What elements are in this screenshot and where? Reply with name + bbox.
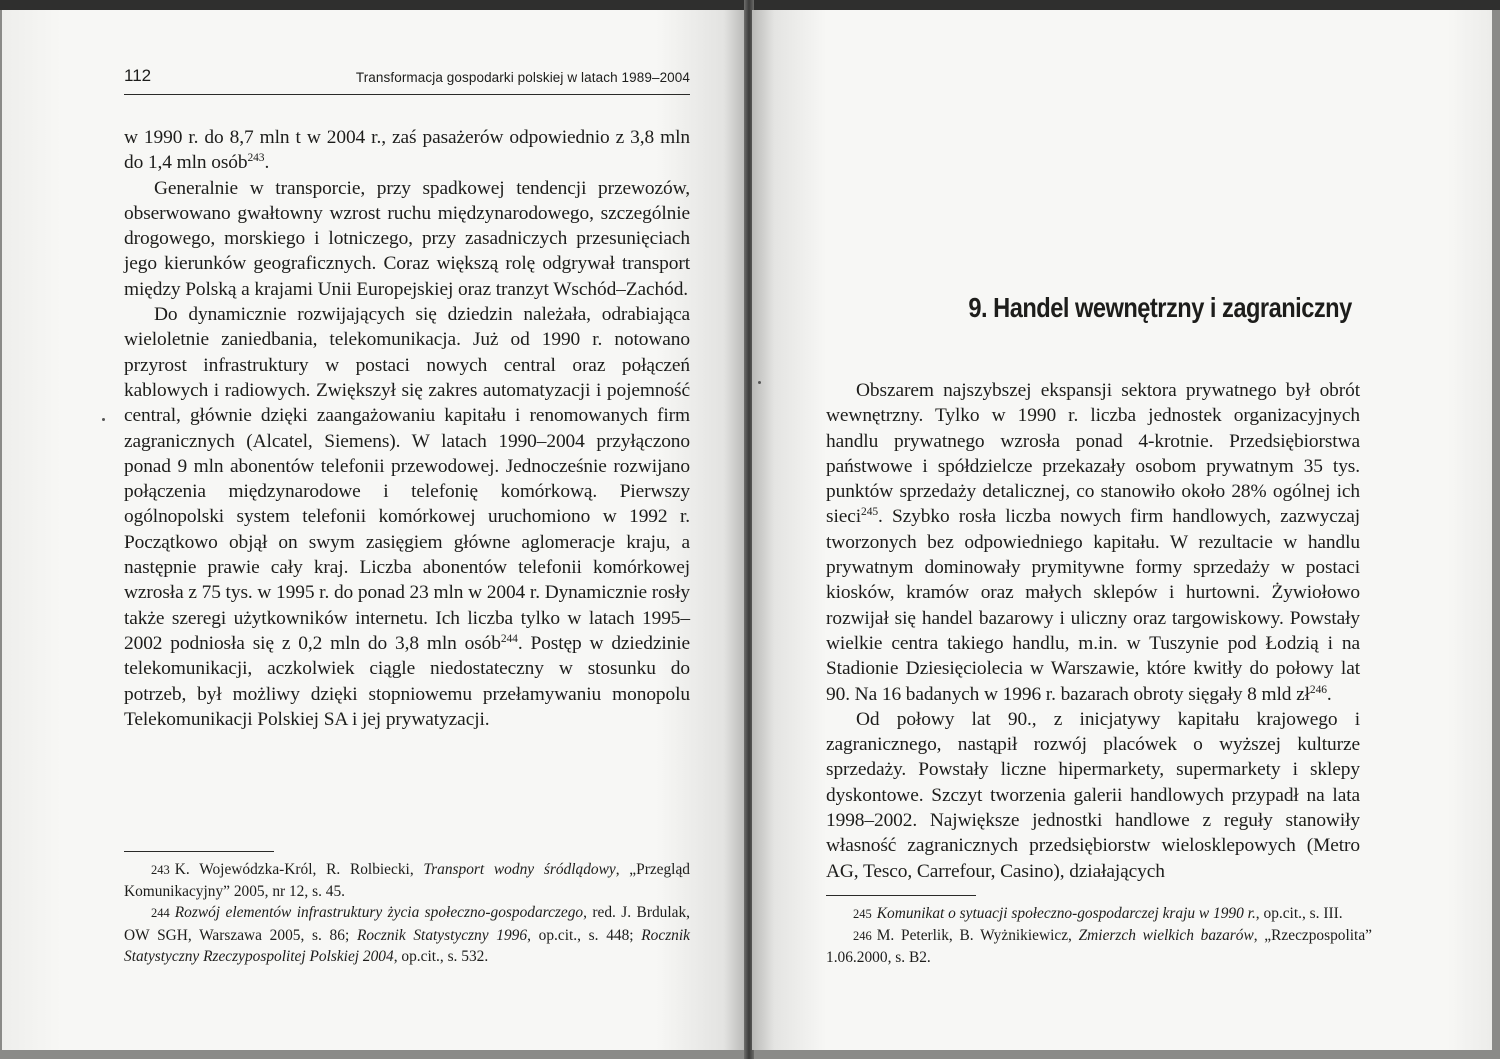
page-number: 112 bbox=[124, 66, 152, 85]
text-run: w 1990 r. do 8,7 mln t w 2004 r., zaś pasażerów odpowiednio z 3,8 mln do 1,4 mln osób bbox=[124, 127, 690, 174]
running-header bbox=[124, 64, 690, 95]
text-run: . bbox=[264, 152, 270, 174]
footnote bbox=[826, 903, 1372, 925]
paragraph bbox=[124, 302, 690, 732]
text-run: K. Wojewódzka-Król, R. Rolbiecki, bbox=[174, 861, 424, 878]
chapter-title: 9. Handel wewnętrzny i zagraniczny bbox=[968, 292, 1352, 323]
italic-title: Zmierzch wielkich bazarów bbox=[1078, 927, 1254, 945]
paragraph bbox=[826, 378, 1360, 707]
running-title: Transformacja gospodarki polskiej w latach 1989–2004 bbox=[355, 70, 690, 85]
text-run: , op.cit., s. 532. bbox=[393, 947, 489, 965]
footnote bbox=[826, 925, 1372, 968]
text-run: , op.cit., s. 448; bbox=[527, 926, 642, 944]
footnote bbox=[124, 859, 690, 902]
left-footnotes bbox=[124, 859, 690, 967]
text-run: . Postęp w dziedzinie telekomunikacji, aczkolwiek ciągle niedostateczny w stosunku do potrzeb, był możliwy dzięki stopniowemu przełamywaniu monopolu Telekomunikacji Polskiej SA i jej prywatyzacji. bbox=[124, 632, 691, 730]
paragraph bbox=[826, 707, 1360, 884]
footnote-reference: 246 bbox=[1309, 683, 1327, 696]
italic-title: Rocznik Statystyczny Rzeczypospolitej Polskiej 2004 bbox=[124, 926, 690, 965]
footnote-rule-right bbox=[826, 895, 976, 896]
text-run: Od połowy lat 90., z inicjatywy kapitału krajowego i zagranicznego, nastąpił rozwój placówek o wyższej kulturze sprzedaży. Powstały liczne hipermarkety, supermarkety i sklepy dyskontowe. Szczyt tworzenia galerii handlowych przypadł na lata 1998–2002. Największe jednostki handlowe z reguły stanowiły własność zagranicznych przedsiębiorstw wielosklepowych (Metro AG, Tesco, Carrefour, Casino), działających bbox=[826, 708, 1360, 882]
right-footnotes bbox=[826, 903, 1372, 969]
text-run: M. Peterlik, B. Wyżnikiewicz, bbox=[876, 927, 1079, 945]
footnote-reference: 245 bbox=[861, 506, 878, 519]
footnote bbox=[124, 902, 690, 967]
footnote-reference: 243 bbox=[247, 152, 265, 165]
footnote-number: 243 bbox=[151, 863, 170, 877]
italic-title: Rozwój elementów infrastruktury życia społeczno-gospodarczego bbox=[174, 904, 584, 922]
italic-title: Transport wodny śródlądowy bbox=[423, 861, 616, 878]
text-run: . bbox=[1326, 683, 1332, 705]
text-run: , „Rzeczpospolita” 1.06.2000, s. B2. bbox=[826, 927, 1372, 967]
text-run: , „Przegląd Komunikacyjny” 2005, nr 12, s. 45. bbox=[124, 861, 690, 901]
paragraph bbox=[124, 125, 690, 176]
paragraph bbox=[124, 176, 690, 302]
footnote-reference: 244 bbox=[500, 632, 518, 645]
footnote-rule-left bbox=[124, 851, 274, 852]
italic-title: Komunikat o sytuacji społeczno-gospodarczej kraju w 1990 r. bbox=[876, 905, 1256, 922]
scan-speck bbox=[758, 381, 761, 384]
footnote-number: 245 bbox=[853, 907, 872, 921]
text-run: Obszarem najszybszej ekspansji sektora prywatnego był obrót wewnętrzny. Tylko w 1990 r. liczba jednostek organizacyjnych handlu prywatnego wzrosła ponad 4-krotnie. Przedsiębiorstwa państwowe i spółdzielcze przekazały osobom prywatnym 35 tys. punktów sprzedaży detalicznej, co stanowiło około 28% ogólnej ich sieci bbox=[826, 380, 1360, 528]
right-body-text bbox=[826, 378, 1360, 884]
text-run: Generalnie w transporcie, przy spadkowej tendencji przewozów, obserwowano gwałtowny wzrost ruchu międzynarodowego, szczególnie drogowego, morskiego i lotniczego, przy zasadniczych przesunięciach jego kierunków geograficznych. Coraz większą rolę odgrywał transport między Polską a krajami Unii Europejskiej oraz tranzyt Wschód–Zachód. bbox=[124, 177, 690, 300]
italic-title: Rocznik Statystyczny 1996 bbox=[356, 926, 528, 944]
text-run: , red. J. Brdulak, OW SGH, Warszawa 2005, s. 86; bbox=[124, 904, 690, 944]
text-run: Do dynamicznie rozwijających się dziedzin należała, odrabiająca wieloletnie zaniedbania, telekomunikacja. Już od 1990 r. notowano przyrost infrastruktury w postaci nowych central oraz połączeń kablowych i radiowych. Zwiększył się zakres automatyzacji i pojemność central, głównie dzięki zaangażowaniu kapitału i renomowanych firm zagranicznych (Alcatel, Siemens). W latach 1990–2004 przyłączono ponad 9 mln abonentów telefonii przewodowej. Jednocześnie rozwijano połączenia międzynarodowe i telefonię komórkową. Pierwszy ogólnopolski system telefonii komórkowej uruchomiono w 1992 r. Początkowo objął on swym zasięgiem główne aglomeracje kraju, a następnie prawie cały kraj. Liczba abonentów telefonii komórkowej wzrosła z 75 tys. w 1995 r. do ponad 23 mln w 2004 r. Dynamicznie rosły także szeregi użytkowników internetu. Ich liczba tylko w latach 1995–2002 podniosła się z 0,2 mln do 3,8 mln osób bbox=[124, 304, 690, 654]
footnote-number: 244 bbox=[151, 906, 170, 921]
text-run: , op.cit., s. III. bbox=[1255, 905, 1343, 922]
scan-speck bbox=[102, 418, 105, 421]
text-run: . Szybko rosła liczba nowych firm handlowych, zazwyczaj tworzonych bez odpowiedniego kapitału. W rezultacie w handlu prywatnym dominowały prymitywne formy sprzedaży w postaci kiosków, kramów oraz małych sklepów i hurtowni. Żywiołowo rozwijał się handel bazarowy i uliczny oraz targowiskowy. Powstały wielkie centra takiego handlu, m.in. w Tuszynie pod Łodzią i na Stadionie Dziesięciolecia w Warszawie, które kwitły do połowy lat 90. Na 16 badanych w 1996 r. bazarach obroty sięgały 8 mld zł bbox=[826, 506, 1360, 705]
left-body-text bbox=[124, 125, 690, 732]
footnote-number: 246 bbox=[853, 929, 872, 944]
